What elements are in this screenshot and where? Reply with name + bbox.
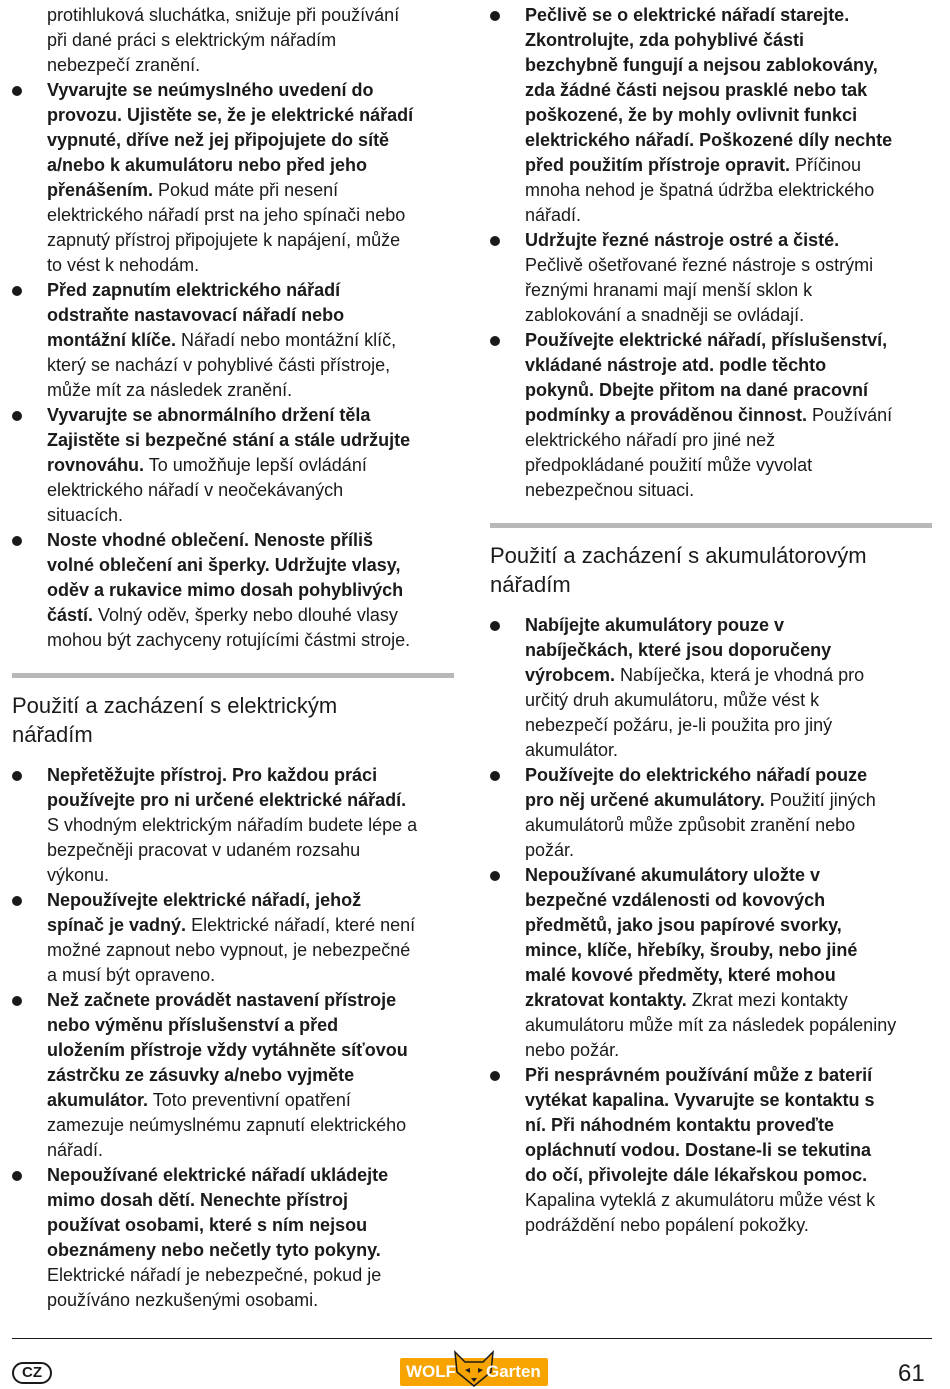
footer-rule [12, 1338, 932, 1339]
bold-text-line: používejte pro ni určené elektrické nářadí. [47, 790, 407, 810]
logo-text-garten: Garten [486, 1362, 541, 1381]
bold-text-line: Zajistěte si bezpečné stání a stále udržujte [47, 430, 411, 450]
bold-text-line: Nepoužívané elektrické nářadí ukládejte [47, 1165, 389, 1185]
text-line: nářadím [490, 572, 571, 597]
bold-text-line: oděv a rukavice mimo dosah pohyblivých [47, 580, 404, 600]
bullet-item [12, 78, 454, 278]
text-line: Použití a zacházení s elektrickým [12, 693, 338, 718]
bullet-dot-icon [12, 86, 22, 96]
bold-text-line: Než začnete provádět nastavení přístroje [47, 990, 397, 1010]
bold-text-line: obeznámeny nebo nečetly tyto pokyny. [47, 1240, 381, 1260]
bold-text-line: spínač je vadný. [47, 915, 187, 935]
text-line: Elektrické nářadí je nebezpečné, pokud je [47, 1265, 382, 1285]
bullet-item [490, 763, 932, 863]
text-line: Pokud máte při nesení [153, 180, 339, 200]
text-line: možné zapnout nebo vypnout, je nebezpečné [47, 940, 411, 960]
bullet-item [12, 278, 454, 403]
bullet-list [12, 763, 454, 1313]
text-line: akumulátoru může mít za následek popáleniny [525, 1015, 897, 1035]
text-line: výkonu. [47, 865, 110, 885]
bold-text-line: předmětů, jako jsou papírové svorky, [525, 915, 842, 935]
text-line: používáno nezkušenými osobami. [47, 1290, 319, 1310]
bold-text-line: opláchnutí vodou. Dostane-li se tekutina [525, 1140, 872, 1160]
bullet-dot-icon [490, 1071, 500, 1081]
wolf-garten-logo [400, 1350, 548, 1388]
bold-text-line: přenášením. [47, 180, 154, 200]
text-line: Použití a zacházení s akumulátorovým [490, 543, 867, 568]
bullet-dot-icon [12, 771, 22, 781]
bold-text-line: zda žádné části nejsou prasklé nebo tak [525, 80, 868, 100]
bullet-dot-icon [12, 896, 22, 906]
text-line: zamezuje neúmyslnému zapnutí elektrického [47, 1115, 407, 1135]
bold-text-line: nebo výměnu příslušenství a před [47, 1015, 339, 1035]
bullet-dot-icon [490, 11, 500, 21]
bullet-item [490, 3, 932, 228]
bold-text-line: mince, klíče, hřebíky, šrouby, nebo jiné [525, 940, 858, 960]
text-line: To umožňuje lepší ovládání [144, 455, 367, 475]
bullet-item [12, 1163, 454, 1313]
text-line: akumulátorů může způsobit zranění nebo [525, 815, 856, 835]
bold-text-line: elektrického nářadí. Poškozené díly nechte [525, 130, 893, 150]
bullet-list [12, 78, 454, 653]
text-line: Pečlivě ošetřované řezné nástroje s ostrými [525, 255, 874, 275]
bold-text-line: pokynů. Dbejte přitom na dané pracovní [525, 380, 869, 400]
bullet-item [12, 888, 454, 988]
bullet-dot-icon [12, 286, 22, 296]
text-line: mnoha nehod je špatná údržba elektrického [525, 180, 875, 200]
bold-text-line: výrobcem. [525, 665, 616, 685]
text-line: situacích. [47, 505, 124, 525]
text-line: a musí být opraveno. [47, 965, 216, 985]
bold-text-line: Nepoužívané akumulátory uložte v [525, 865, 821, 885]
text-line: zapnutý přístroj připojujete k napájení, může [47, 230, 401, 250]
bold-text-line: Noste vhodné oblečení. Nenoste příliš [47, 530, 374, 550]
bullet-item [490, 1063, 932, 1238]
bullet-item [490, 228, 932, 328]
language-badge: CZ [12, 1362, 52, 1384]
bold-text-line: Udržujte řezné nástroje ostré a čisté. [525, 230, 840, 250]
bullet-dot-icon [12, 1171, 22, 1181]
right-column [490, 3, 932, 1238]
text-line: elektrického nářadí pro jiné než [525, 430, 776, 450]
bold-text-line: Při nesprávném používání může z baterií [525, 1065, 873, 1085]
text-line: nebezpečí požáru, je-li použita pro jiný [525, 715, 833, 735]
text-line: elektrického nářadí prst na jeho spínači nebo [47, 205, 406, 225]
bullet-dot-icon [490, 871, 500, 881]
bold-text-line: do očí, přivolejte dále lékařskou pomoc. [525, 1165, 868, 1185]
bullet-dot-icon [12, 536, 22, 546]
bold-text-line: nabíječkách, které jsou doporučeny [525, 640, 832, 660]
bold-text-line: odstraňte nastavovací nářadí nebo [47, 305, 345, 325]
bold-text-line: Používejte elektrické nářadí, příslušenství, [525, 330, 888, 350]
text-line: nebo požár. [525, 1040, 620, 1060]
bold-text-line: provozu. Ujistěte se, že je elektrické nářadí [47, 105, 414, 125]
text-line: mohou být zachyceny rotujícími částmi stroje. [47, 630, 411, 650]
bold-text-line: vypnuté, dříve než jej připojujete do sítě [47, 130, 390, 150]
bold-text-line: Před zapnutím elektrického nářadí [47, 280, 341, 300]
bold-text-line: a/nebo k akumulátoru nebo před jeho [47, 155, 368, 175]
left-column [12, 3, 454, 1313]
text-line: podráždění nebo popálení pokožky. [525, 1215, 809, 1235]
text-line: při dané práci s elektrickým nářadím [47, 30, 337, 50]
text-line: protihluková sluchátka, snižuje při používání [47, 5, 400, 25]
logo-text-wolf: WOLF [406, 1362, 457, 1381]
bullet-item [12, 528, 454, 653]
bold-text-line: podmínky a prováděnou činnost. [525, 405, 808, 425]
text-line: řeznými hranami mají menší sklon k [525, 280, 813, 300]
text-line: Používání [807, 405, 893, 425]
bold-text-line: poškozené, že by mohly ovlivnit funkci [525, 105, 858, 125]
bullet-dot-icon [490, 621, 500, 631]
bullet-list [490, 3, 932, 503]
text-line: Nabíječka, která je vhodná pro [615, 665, 865, 685]
bold-text-line: malé kovové předměty, které mohou [525, 965, 836, 985]
section-heading [12, 691, 454, 749]
bold-text-line: bezchybně fungují a nejsou zablokovány, [525, 55, 878, 75]
bullet-item [490, 613, 932, 763]
bullet-item [12, 763, 454, 888]
section-heading [490, 541, 932, 599]
bullet-dot-icon [490, 771, 500, 781]
text-line: který se nachází v pohyblivé části přístroje, [47, 355, 391, 375]
text-line: Zkrat mezi kontakty [686, 990, 848, 1010]
text-line: zablokování a snadněji se ovládají. [525, 305, 805, 325]
text-line: to vést k nehodám. [47, 255, 200, 275]
text-line: S vhodným elektrickým nářadím budete lépe a [47, 815, 418, 835]
text-line: Příčinou [790, 155, 862, 175]
section-divider [12, 673, 454, 678]
bold-text-line: pro něj určené akumulátory. [525, 790, 765, 810]
bold-text-line: Nepoužívejte elektrické nářadí, jehož [47, 890, 362, 910]
text-line: předpokládané použití může vyvolat [525, 455, 813, 475]
bullet-dot-icon [12, 411, 22, 421]
text-line: bezpečněji pracovat v udaném rozsahu [47, 840, 361, 860]
bold-text-line: Pečlivě se o elektrické nářadí starejte. [525, 5, 850, 25]
text-line: Použití jiných [764, 790, 876, 810]
text-line: určitý druh akumulátoru, může vést k [525, 690, 820, 710]
bold-text-line: uložením přístroje vždy vytáhněte síťovou [47, 1040, 408, 1060]
bullet-item [490, 328, 932, 503]
section-divider [490, 523, 932, 528]
bold-text-line: před použitím přístroje opravit. [525, 155, 791, 175]
bullet-dot-icon [490, 236, 500, 246]
text-line: akumulátor. [525, 740, 619, 760]
bullet-dot-icon [490, 336, 500, 346]
bold-text-line: Nepřetěžujte přístroj. Pro každou práci [47, 765, 378, 785]
bullet-list [490, 613, 932, 1238]
text-line: nářadí. [47, 1140, 104, 1160]
bold-text-line: zástrčku ze zásuvky a/nebo vyjměte [47, 1065, 355, 1085]
bold-text-line: ní. Při náhodném kontaktu proveďte [525, 1115, 834, 1135]
bold-text-line: vytékat kapalina. Vyvarujte se kontaktu s [525, 1090, 875, 1110]
bullet-item [12, 403, 454, 528]
bold-text-line: Vyvarujte se abnormálního držení těla [47, 405, 371, 425]
bold-text-line: Zkontrolujte, zda pohyblivé části [525, 30, 805, 50]
bold-text-line: montážní klíče. [47, 330, 177, 350]
bold-text-line: rovnováhu. [47, 455, 145, 475]
text-line: Volný oděv, šperky nebo dlouhé vlasy [93, 605, 398, 625]
bold-text-line: Používejte do elektrického nářadí pouze [525, 765, 868, 785]
text-line: může mít za následek zranění. [47, 380, 293, 400]
bullet-dot-icon [12, 996, 22, 1006]
text-line: Toto preventivní opatření [148, 1090, 351, 1110]
text-line: Elektrické nářadí, které není [186, 915, 416, 935]
page-number: 61 [898, 1360, 925, 1387]
text-line: Nářadí nebo montážní klíč, [176, 330, 397, 350]
bold-text-line: používat osobami, které s ním nejsou [47, 1215, 368, 1235]
continued-paragraph [47, 3, 454, 78]
bullet-item [490, 863, 932, 1063]
text-line: Kapalina vyteklá z akumulátoru může vést k [525, 1190, 876, 1210]
text-line: nebezpečí zranění. [47, 55, 201, 75]
bold-text-line: volné oblečení ani šperky. Udržujte vlasy, [47, 555, 401, 575]
text-line: požár. [525, 840, 575, 860]
bold-text-line: částí. [47, 605, 94, 625]
bold-text-line: vkládané nástroje atd. podle těchto [525, 355, 827, 375]
bold-text-line: Vyvarujte se neúmyslného uvedení do [47, 80, 374, 100]
bullet-item [12, 988, 454, 1163]
bold-text-line: mimo dosah dětí. Nenechte přístroj [47, 1190, 349, 1210]
text-line: nebezpečnou situaci. [525, 480, 695, 500]
text-line: nářadí. [525, 205, 582, 225]
bold-text-line: bezpečné vzdálenosti od kovových [525, 890, 826, 910]
text-line: nářadím [12, 722, 93, 747]
text-line: elektrického nářadí v neočekávaných [47, 480, 344, 500]
bold-text-line: zkratovat kontakty. [525, 990, 687, 1010]
bold-text-line: akumulátor. [47, 1090, 149, 1110]
bold-text-line: Nabíjejte akumulátory pouze v [525, 615, 785, 635]
